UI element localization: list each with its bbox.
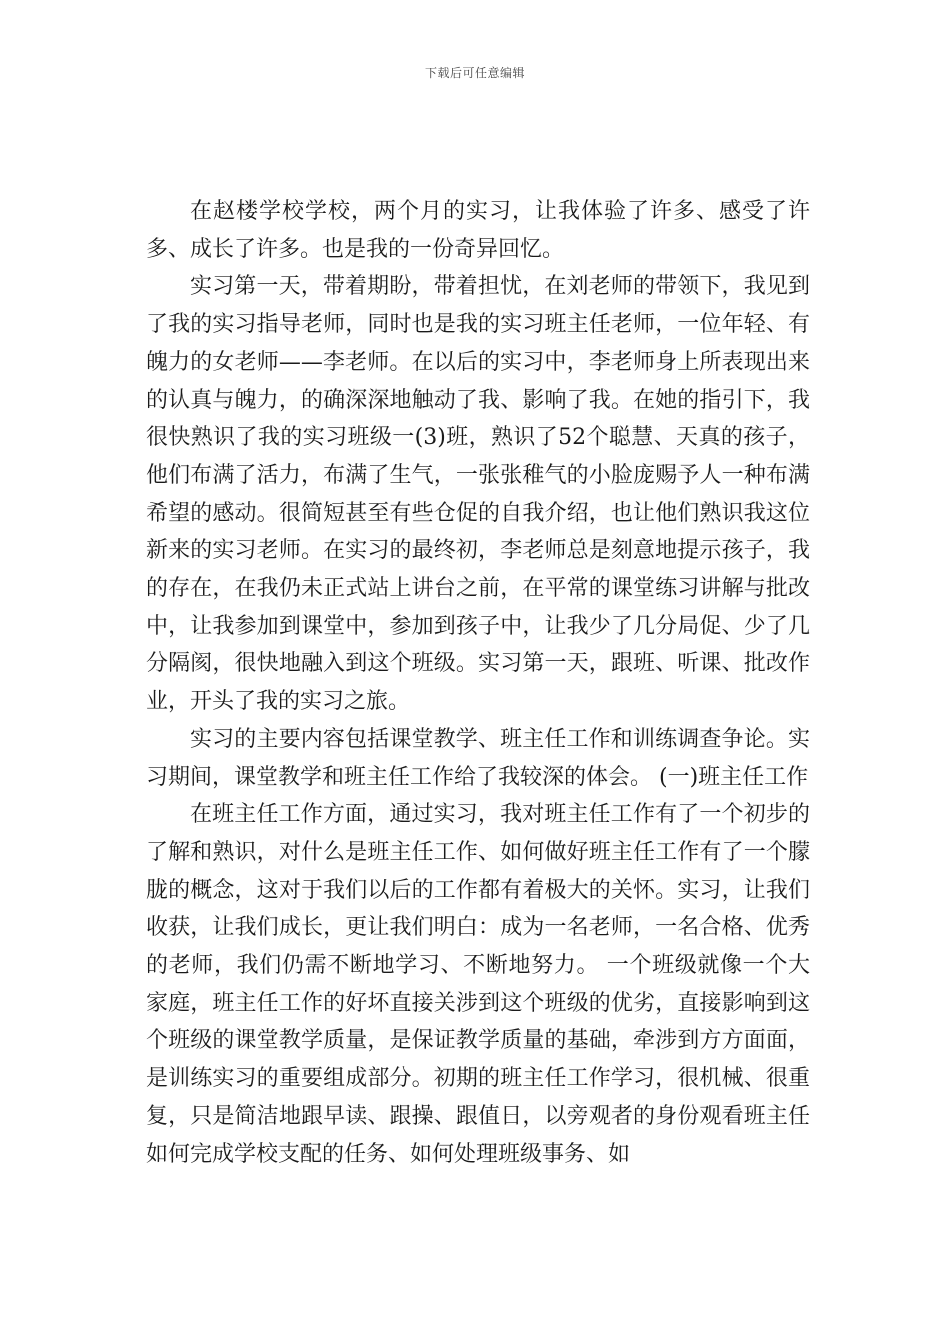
page-header: 下载后可任意编辑	[424, 66, 525, 80]
document-body	[146, 193, 810, 1173]
paragraph-class-teacher-work: 在班主任工作方面，通过实习，我对班主任工作有了一个初步的了解和熟识，对什么是班主任工作、如何做好班主任工作有了一个朦胧的概念，这对于我们以后的工作都有着极大的关怀。实习，让我们收获，让我们成长，更让我们明白：成为一名老师，一名合格、优秀的老师，我们仍需不断地学习、不断地努力。 一个班级就像一个大家庭，班主任工作的好坏直接关涉到这个班级的优劣，直接影响到这个班级的课堂教学质量，是保证教学质量的基础，牵涉到方方面面，是训练实习的重要组成部分。初期的班主任工作学习，很机械、很重复，只是简洁地跟早读、跟操、跟值日，以旁观者的身份观看班主任如何完成学校支配的任务、如何处理班级事务、如	[146, 802, 810, 1167]
paragraph-main-content: 实习的主要内容包括课堂教学、班主任工作和训练调查争论。实习期间，课堂教学和班主任工作给了我较深的体会。 (一)班主任工作	[146, 726, 810, 790]
paragraph-first-day: 实习第一天，带着期盼，带着担忧，在刘老师的带领下，我见到了我的实习指导老师，同时也是我的实习班主任老师，一位年轻、有魄力的女老师——李老师。在以后的实习中，李老师身上所表现出来的认真与魄力，的确深深地触动了我、影响了我。在她的指引下，我很快熟识了我的实习班级一(3)班，熟识了52个聪慧、天真的孩子，他们布满了活力，布满了生气，一张张稚气的小脸庞赐予人一种布满希望的感动。很简短甚至有些仓促的自我介绍，也让他们熟识我这位新来的实习老师。在实习的最终初，李老师总是刻意地提示孩子，我的存在，在我仍未正式站上讲台之前，在平常的课堂练习讲解与批改中，让我参加到课堂中，参加到孩子中，让我少了几分局促、少了几分隔阂，很快地融入到这个班级。实习第一天，跟班、听课、批改作业，开头了我的实习之旅。	[146, 274, 810, 715]
paragraph-intro: 在赵楼学校学校，两个月的实习，让我体验了许多、感受了许多、成长了许多。也是我的一份奇异回忆。	[146, 199, 810, 262]
